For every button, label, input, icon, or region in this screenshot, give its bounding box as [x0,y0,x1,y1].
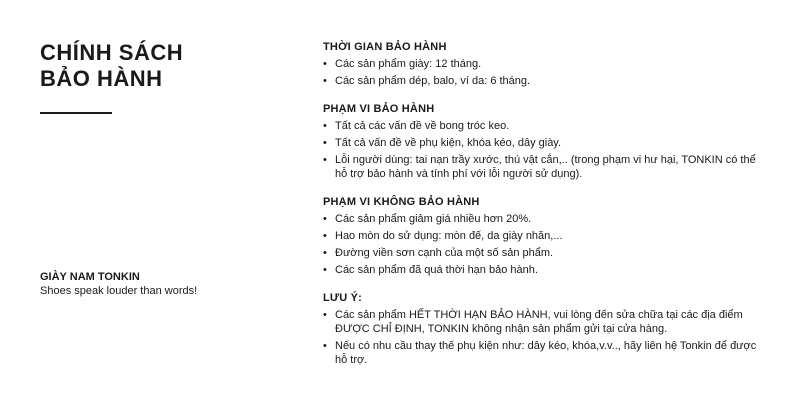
list-item: • Các sản phẩm giảm giá nhiều hơn 20%. [323,212,763,226]
section-heading: PHẠM VI BẢO HÀNH [323,103,435,115]
title-line-1: CHÍNH SÁCH [40,40,184,65]
bullet-list [323,57,763,88]
list-item: • Các sản phẩm HẾT THỜI HẠN BẢO HÀNH, vui lòng đến sửa chữa tại các địa điểm ĐƯỢC CHỈ ĐỊNH, TONKIN không nhận sản phẩm gửi tại cửa hàng. [323,308,763,336]
list-item: • Các sản phẩm đã quá thời hạn bảo hành. [323,263,763,277]
section-warranty-period [323,40,763,88]
list-item: • Các sản phẩm giày: 12 tháng. [323,57,763,71]
section-heading: PHẠM VI KHÔNG BẢO HÀNH [323,196,480,208]
list-item: • Tất cả các vấn đề về bong tróc keo. [323,119,763,133]
bullet-list [323,119,763,181]
page-title [40,40,280,92]
list-item: • Tất cả vấn đề về phụ kiện, khóa kéo, dây giày. [323,136,763,150]
section-heading: THỜI GIAN BẢO HÀNH [323,41,447,53]
list-item: • Các sản phẩm dép, balo, ví da: 6 tháng. [323,74,763,88]
policy-content [323,40,763,381]
section-heading: LƯU Ý: [323,292,363,304]
list-item: • Nếu có nhu cầu thay thế phụ kiện như: dây kéo, khóa,v.v.., hãy liên hệ Tonkin để được hỗ trợ. [323,339,763,367]
bullet-list [323,212,763,277]
title-divider [40,112,112,114]
brand-name: GIÀY NAM TONKIN [40,271,140,283]
section-notes [323,291,763,367]
left-panel [40,40,280,360]
list-item: • Đường viền sơn cạnh của một số sản phẩm. [323,246,763,260]
list-item: • Lỗi người dùng: tai nạn trầy xước, thú vật cắn,.. (trong phạm vi hư hại, TONKIN có thể hỗ trợ bảo hành và tính phí với lỗi người sử dụng). [323,153,763,181]
brand-tagline: Shoes speak louder than words! [40,285,198,297]
list-item: • Hao mòn do sử dụng: mòn đế, da giày nhăn,... [323,229,763,243]
title-line-2: BẢO HÀNH [40,66,163,91]
bullet-list [323,308,763,367]
section-not-covered [323,195,763,277]
section-warranty-scope [323,102,763,181]
brand-block [40,270,197,298]
